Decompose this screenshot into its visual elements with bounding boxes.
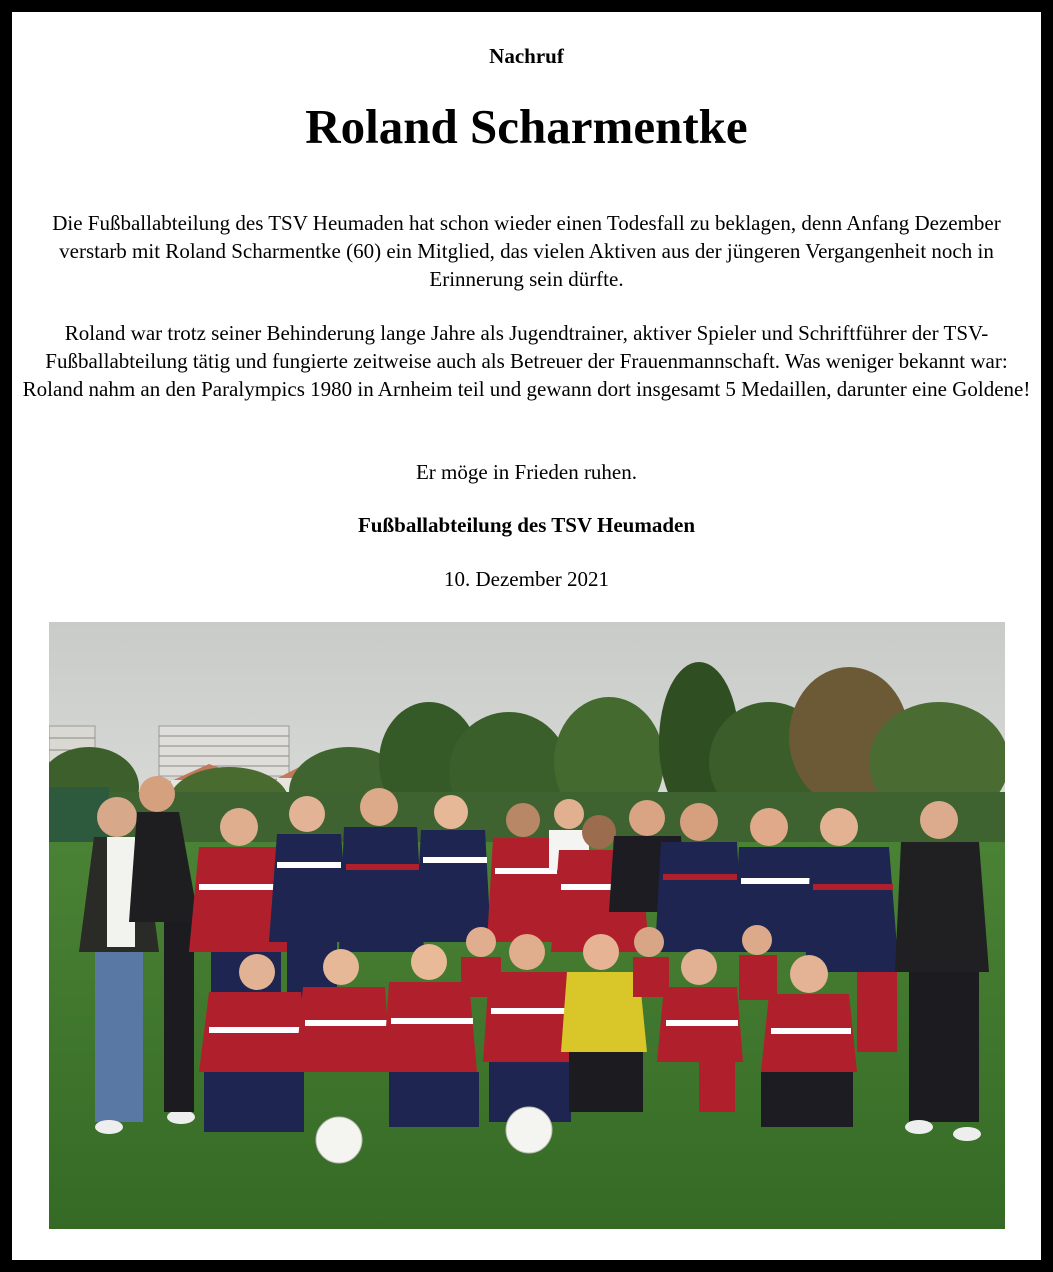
deceased-name-title: Roland Scharmentke [305, 99, 748, 154]
signature: Fußballabteilung des TSV Heumaden [357, 513, 696, 537]
obituary-date: 10. Dezember 2021 [443, 567, 610, 591]
obituary-paragraph-1: Die Fußballabteilung des TSV Heumaden hat schon wieder einen Todesfall zu beklagen, denn Anfang Dezember verstarb mit Roland Scharmentke (60) ein Mitglied, das vielen Aktiven aus der jüngeren Vergangenheit noch in Erinnerung sein dürfte. [52, 211, 1001, 291]
team-photo [49, 622, 1005, 1229]
closing-line: Er möge in Frieden ruhen. [415, 460, 638, 484]
obituary-paragraph-2: Roland war trotz seiner Behinderung lange Jahre als Jugendtrainer, aktiver Spieler und Schriftführer der TSV-Fußballabteilung tätig und fungierte zeitweise auch als Betreuer der Frauenmannschaft. Was weniger bekannt war: Roland nahm an den Paralympics 1980 in Arnheim teil und gewann dort insgesamt 5 Medaillen, darunter eine Goldene! [22, 321, 1031, 401]
team-photo-illustration [49, 622, 1005, 1229]
kicker-heading: Nachruf [489, 44, 564, 68]
